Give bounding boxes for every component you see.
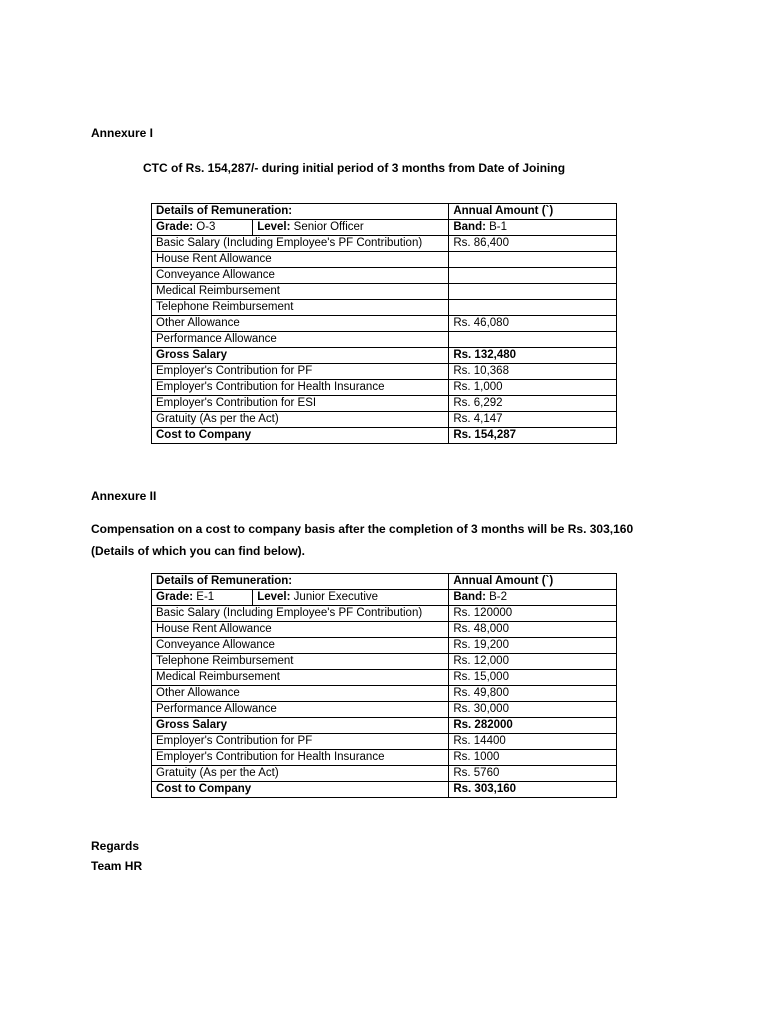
table-row bbox=[152, 718, 617, 734]
row-label: Employer's Contribution for PF bbox=[152, 364, 449, 380]
band-label: Band: bbox=[453, 221, 486, 233]
row-amount: Rs. 154,287 bbox=[449, 428, 617, 444]
table-row bbox=[152, 268, 617, 284]
table-row bbox=[152, 702, 617, 718]
level-label: Level: bbox=[257, 221, 291, 233]
table-row bbox=[152, 300, 617, 316]
row-label: Conveyance Allowance bbox=[152, 638, 449, 654]
header-amount: Annual Amount (`) bbox=[449, 574, 617, 590]
compensation-statement-line2: (Details of which you can find below). bbox=[91, 544, 306, 558]
row-amount: Rs. 86,400 bbox=[449, 236, 617, 252]
row-amount: Rs. 132,480 bbox=[449, 348, 617, 364]
header-details: Details of Remuneration: bbox=[152, 204, 449, 220]
row-label: Cost to Company bbox=[152, 782, 449, 798]
row-amount: Rs. 49,800 bbox=[449, 686, 617, 702]
row-amount: Rs. 46,080 bbox=[449, 316, 617, 332]
band-cell bbox=[449, 220, 617, 236]
row-label: Medical Reimbursement bbox=[152, 670, 449, 686]
table-row bbox=[152, 622, 617, 638]
closing-team: Team HR bbox=[91, 859, 143, 873]
table-row bbox=[152, 412, 617, 428]
row-amount bbox=[449, 268, 617, 284]
band-label: Band: bbox=[453, 591, 486, 603]
header-amount: Annual Amount (`) bbox=[449, 204, 617, 220]
row-amount: Rs. 1000 bbox=[449, 750, 617, 766]
level-cell bbox=[253, 220, 449, 236]
header-details: Details of Remuneration: bbox=[152, 574, 449, 590]
row-label: Basic Salary (Including Employee's PF Contribution) bbox=[152, 606, 449, 622]
row-amount bbox=[449, 284, 617, 300]
table-row bbox=[152, 396, 617, 412]
grade-value: E-1 bbox=[196, 591, 215, 603]
row-label: Gross Salary bbox=[152, 348, 449, 364]
row-label: Employer's Contribution for Health Insurance bbox=[152, 750, 449, 766]
annexure-2-title: Annexure II bbox=[91, 489, 157, 503]
row-amount: Rs. 30,000 bbox=[449, 702, 617, 718]
row-label: Employer's Contribution for PF bbox=[152, 734, 449, 750]
table-header-row bbox=[152, 204, 617, 220]
table-row bbox=[152, 750, 617, 766]
grade-cell bbox=[152, 220, 253, 236]
table-header-row bbox=[152, 574, 617, 590]
row-amount: Rs. 5760 bbox=[449, 766, 617, 782]
table-row bbox=[152, 364, 617, 380]
row-label: Cost to Company bbox=[152, 428, 449, 444]
row-amount: Rs. 19,200 bbox=[449, 638, 617, 654]
row-amount: Rs. 303,160 bbox=[449, 782, 617, 798]
row-amount: Rs. 14400 bbox=[449, 734, 617, 750]
annexure-1-title: Annexure I bbox=[91, 126, 154, 140]
table-row bbox=[152, 734, 617, 750]
band-cell bbox=[449, 590, 617, 606]
table-row bbox=[152, 284, 617, 300]
grade-row bbox=[152, 590, 617, 606]
compensation-statement-line1: Compensation on a cost to company basis after the completion of 3 months will be Rs. 303,160 bbox=[91, 522, 634, 536]
table-row bbox=[152, 332, 617, 348]
table-row bbox=[152, 606, 617, 622]
row-label: Basic Salary (Including Employee's PF Contribution) bbox=[152, 236, 449, 252]
row-label: Gratuity (As per the Act) bbox=[152, 412, 449, 428]
table-row bbox=[152, 638, 617, 654]
table-row bbox=[152, 766, 617, 782]
row-amount: Rs. 120000 bbox=[449, 606, 617, 622]
row-amount: Rs. 12,000 bbox=[449, 654, 617, 670]
table-row bbox=[152, 686, 617, 702]
row-label: Employer's Contribution for Health Insurance bbox=[152, 380, 449, 396]
table-row bbox=[152, 670, 617, 686]
row-label: Gratuity (As per the Act) bbox=[152, 766, 449, 782]
grade-row bbox=[152, 220, 617, 236]
row-label: Telephone Reimbursement bbox=[152, 300, 449, 316]
level-cell bbox=[253, 590, 449, 606]
row-label: Employer's Contribution for ESI bbox=[152, 396, 449, 412]
row-amount: Rs. 48,000 bbox=[449, 622, 617, 638]
row-label: Other Allowance bbox=[152, 686, 449, 702]
table-row bbox=[152, 316, 617, 332]
level-value: Junior Executive bbox=[293, 591, 379, 603]
grade-value: O-3 bbox=[196, 221, 216, 233]
row-amount: Rs. 15,000 bbox=[449, 670, 617, 686]
row-label: House Rent Allowance bbox=[152, 622, 449, 638]
grade-cell bbox=[152, 590, 253, 606]
row-amount: Rs. 1,000 bbox=[449, 380, 617, 396]
row-label: Conveyance Allowance bbox=[152, 268, 449, 284]
band-value: B-2 bbox=[489, 591, 508, 603]
row-label: Telephone Reimbursement bbox=[152, 654, 449, 670]
grade-label: Grade: bbox=[156, 221, 194, 233]
row-label: Performance Allowance bbox=[152, 332, 449, 348]
table-row bbox=[152, 782, 617, 798]
row-amount bbox=[449, 300, 617, 316]
row-label: Medical Reimbursement bbox=[152, 284, 449, 300]
table-row bbox=[152, 252, 617, 268]
row-label: Other Allowance bbox=[152, 316, 449, 332]
level-value: Senior Officer bbox=[293, 221, 364, 233]
table-row bbox=[152, 236, 617, 252]
row-label: House Rent Allowance bbox=[152, 252, 449, 268]
closing-regards: Regards bbox=[91, 839, 140, 853]
row-label: Performance Allowance bbox=[152, 702, 449, 718]
row-label: Gross Salary bbox=[152, 718, 449, 734]
table-row bbox=[152, 348, 617, 364]
row-amount: Rs. 4,147 bbox=[449, 412, 617, 428]
band-value: B-1 bbox=[489, 221, 508, 233]
row-amount bbox=[449, 332, 617, 348]
ctc-statement: CTC of Rs. 154,287/- during initial period of 3 months from Date of Joining bbox=[143, 161, 566, 175]
row-amount: Rs. 282000 bbox=[449, 718, 617, 734]
table-row bbox=[152, 428, 617, 444]
level-label: Level: bbox=[257, 591, 291, 603]
row-amount bbox=[449, 252, 617, 268]
table-row bbox=[152, 654, 617, 670]
table-row bbox=[152, 380, 617, 396]
row-amount: Rs. 6,292 bbox=[449, 396, 617, 412]
remuneration-table-post bbox=[151, 573, 617, 798]
grade-label: Grade: bbox=[156, 591, 194, 603]
remuneration-table-initial bbox=[151, 203, 617, 444]
row-amount: Rs. 10,368 bbox=[449, 364, 617, 380]
